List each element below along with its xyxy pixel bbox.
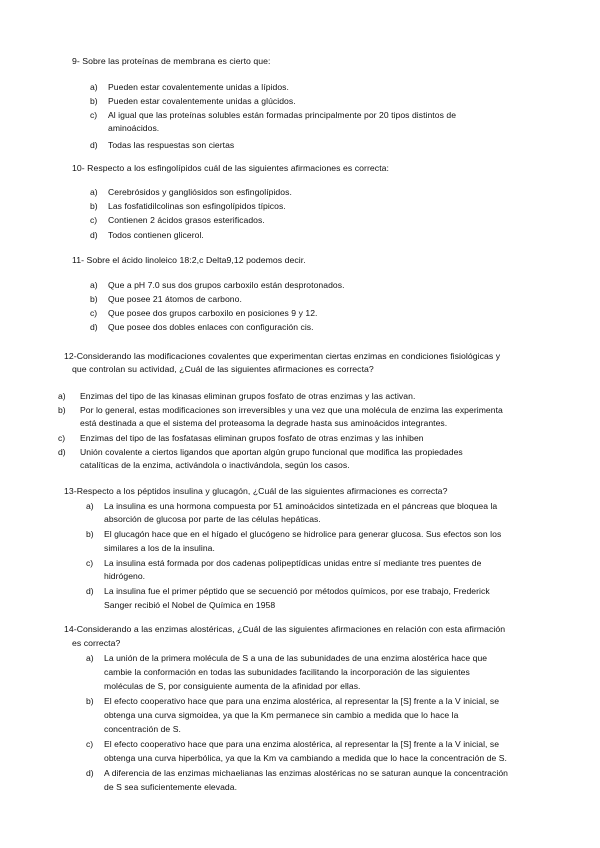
option-marker: b)	[86, 529, 94, 539]
option-text: aminoácidos.	[108, 123, 160, 133]
option-marker: b)	[58, 405, 66, 415]
option-text: Cerebrósidos y gangliósidos son esfingolípidos.	[108, 187, 292, 197]
option-text: Al igual que las proteínas solubles están formadas principalmente por 20 tipos distintos de	[108, 110, 457, 120]
question-10-stem: 10- Respecto a los esfingolípidos cuál de las siguientes afirmaciones es correcta:	[72, 163, 390, 173]
option-marker: c)	[90, 308, 98, 318]
option-text: La unión de la primera molécula de S a una de las subunidades de una enzima alostérica hace que	[104, 653, 488, 663]
question-9-stem: 9- Sobre las proteínas de membrana es cierto que:	[72, 56, 271, 66]
option-text: cambie la conformación en todas las subunidades facilitando la incorporación de las siguientes	[104, 667, 470, 677]
option-text: similares a los de la insulina.	[104, 543, 215, 553]
option-text: Enzimas del tipo de las kinasas eliminan grupos fosfato de otras enzimas y las activan.	[80, 391, 416, 401]
option-text: está destinada a que el sistema del proteasoma la degrade hasta sus aminoácidos integrantes.	[80, 418, 448, 428]
option-marker: c)	[86, 739, 94, 749]
option-marker: b)	[90, 96, 98, 106]
option-marker: d)	[90, 140, 98, 150]
option-text: concentración de S.	[104, 724, 181, 734]
option-marker: a)	[58, 391, 66, 401]
option-text: El glucagón hace que en el hígado el glucógeno se hidrolice para generar glucosa. Sus efectos son los	[104, 529, 502, 539]
option-marker: c)	[58, 433, 66, 443]
option-text: La insulina está formada por dos cadenas polipeptídicas unidas entre sí mediante tres puentes de	[104, 558, 482, 568]
option-marker: c)	[90, 215, 98, 225]
option-text: Pueden estar covalentemente unidas a lípidos.	[108, 82, 289, 92]
option-text: Enzimas del tipo de las fosfatasas eliminan grupos fosfato de otras enzimas y las inhiben	[80, 433, 424, 443]
option-text: Las fosfatidilcolinas son esfingolípidos típicos.	[108, 201, 286, 211]
option-text: obtenga una curva hiperbólica, ya que la Km va cambiando a medida que lo hace la concentración de S.	[104, 753, 507, 763]
option-text: Sanger recibió el Nobel de Química en 1958	[104, 600, 276, 610]
option-text: de S sea suficientemente elevada.	[104, 782, 238, 792]
option-text: Unión covalente a ciertos ligandos que aportan algún grupo funcional que modifica las propiedades	[80, 447, 463, 457]
option-marker: a)	[90, 280, 98, 290]
option-text: catalíticas de la enzima, activándola o inactivándola, según los casos.	[80, 460, 350, 470]
option-marker: d)	[90, 322, 98, 332]
option-marker: a)	[86, 501, 94, 511]
option-marker: c)	[86, 558, 94, 568]
option-text: hidrógeno.	[104, 571, 146, 581]
option-text: Contienen 2 ácidos grasos esterificados.	[108, 215, 265, 225]
option-text: Que posee 21 átomos de carbono.	[108, 294, 242, 304]
option-text: Que a pH 7.0 sus dos grupos carboxilo están desprotonados.	[108, 280, 345, 290]
option-marker: d)	[90, 230, 98, 240]
option-text: Por lo general, estas modificaciones son irreversibles y una vez que una molécula de enzima las experimenta	[80, 405, 503, 415]
option-text: absorción de glucosa por parte de las células hepáticas.	[104, 514, 321, 524]
option-text: El efecto cooperativo hace que para una enzima alostérica, al representar la [S] frente a la V inicial, se	[104, 696, 500, 706]
option-text: Todos contienen glicerol.	[108, 230, 204, 240]
option-text: Todas las respuestas son ciertas	[108, 140, 235, 150]
option-marker: d)	[86, 586, 94, 596]
question-12-stem: 12-Considerando las modificaciones covalentes que experimentan ciertas enzimas en condiciones fisiológicas y	[64, 351, 501, 361]
option-text: El efecto cooperativo hace que para una enzima alostérica, al representar la [S] frente a la V inicial, se	[104, 739, 500, 749]
option-text: Que posee dos dobles enlaces con configuración cis.	[108, 322, 314, 332]
option-marker: d)	[86, 768, 94, 778]
option-text: A diferencia de las enzimas michaelianas las enzimas alostéricas no se saturan aunque la concentración	[104, 768, 508, 778]
option-text: Que posee dos grupos carboxilo en posiciones 9 y 12.	[108, 308, 318, 318]
question-14-stem: 14-Considerando a las enzimas alostéricas, ¿Cuál de las siguientes afirmaciones en relación con esta afirmación	[64, 624, 506, 634]
option-marker: d)	[58, 447, 66, 457]
option-marker: a)	[86, 653, 94, 663]
option-marker: c)	[90, 110, 98, 120]
question-14-stem: es correcta?	[72, 638, 121, 648]
option-marker: b)	[86, 696, 94, 706]
option-marker: a)	[90, 187, 98, 197]
question-12-stem: que controlan su actividad, ¿Cuál de las siguientes afirmaciones es correcta?	[72, 364, 374, 374]
option-text: obtenga una curva sigmoidea, ya que la Km permanece sin cambio a medida que lo hace la	[104, 710, 459, 720]
option-text: La insulina es una hormona compuesta por 51 aminoácidos sintetizada en el páncreas que bloquea la	[104, 501, 498, 511]
option-text: La insulina fue el primer péptido que se secuenció por métodos químicos, por ese trabajo, Frederick	[104, 586, 490, 596]
option-marker: a)	[90, 82, 98, 92]
option-text: moléculas de S, por consiguiente aumenta de la afinidad por ellas.	[104, 681, 361, 691]
question-13-stem: 13-Respecto a los péptidos insulina y glucagón, ¿Cuál de las siguientes afirmaciones es correcta?	[64, 486, 448, 496]
option-text: Pueden estar covalentemente unidas a glúcidos.	[108, 96, 296, 106]
option-marker: b)	[90, 201, 98, 211]
question-11-stem: 11- Sobre el ácido linoleico 18:2,c Delta9,12 podemos decir.	[72, 255, 306, 265]
option-marker: b)	[90, 294, 98, 304]
